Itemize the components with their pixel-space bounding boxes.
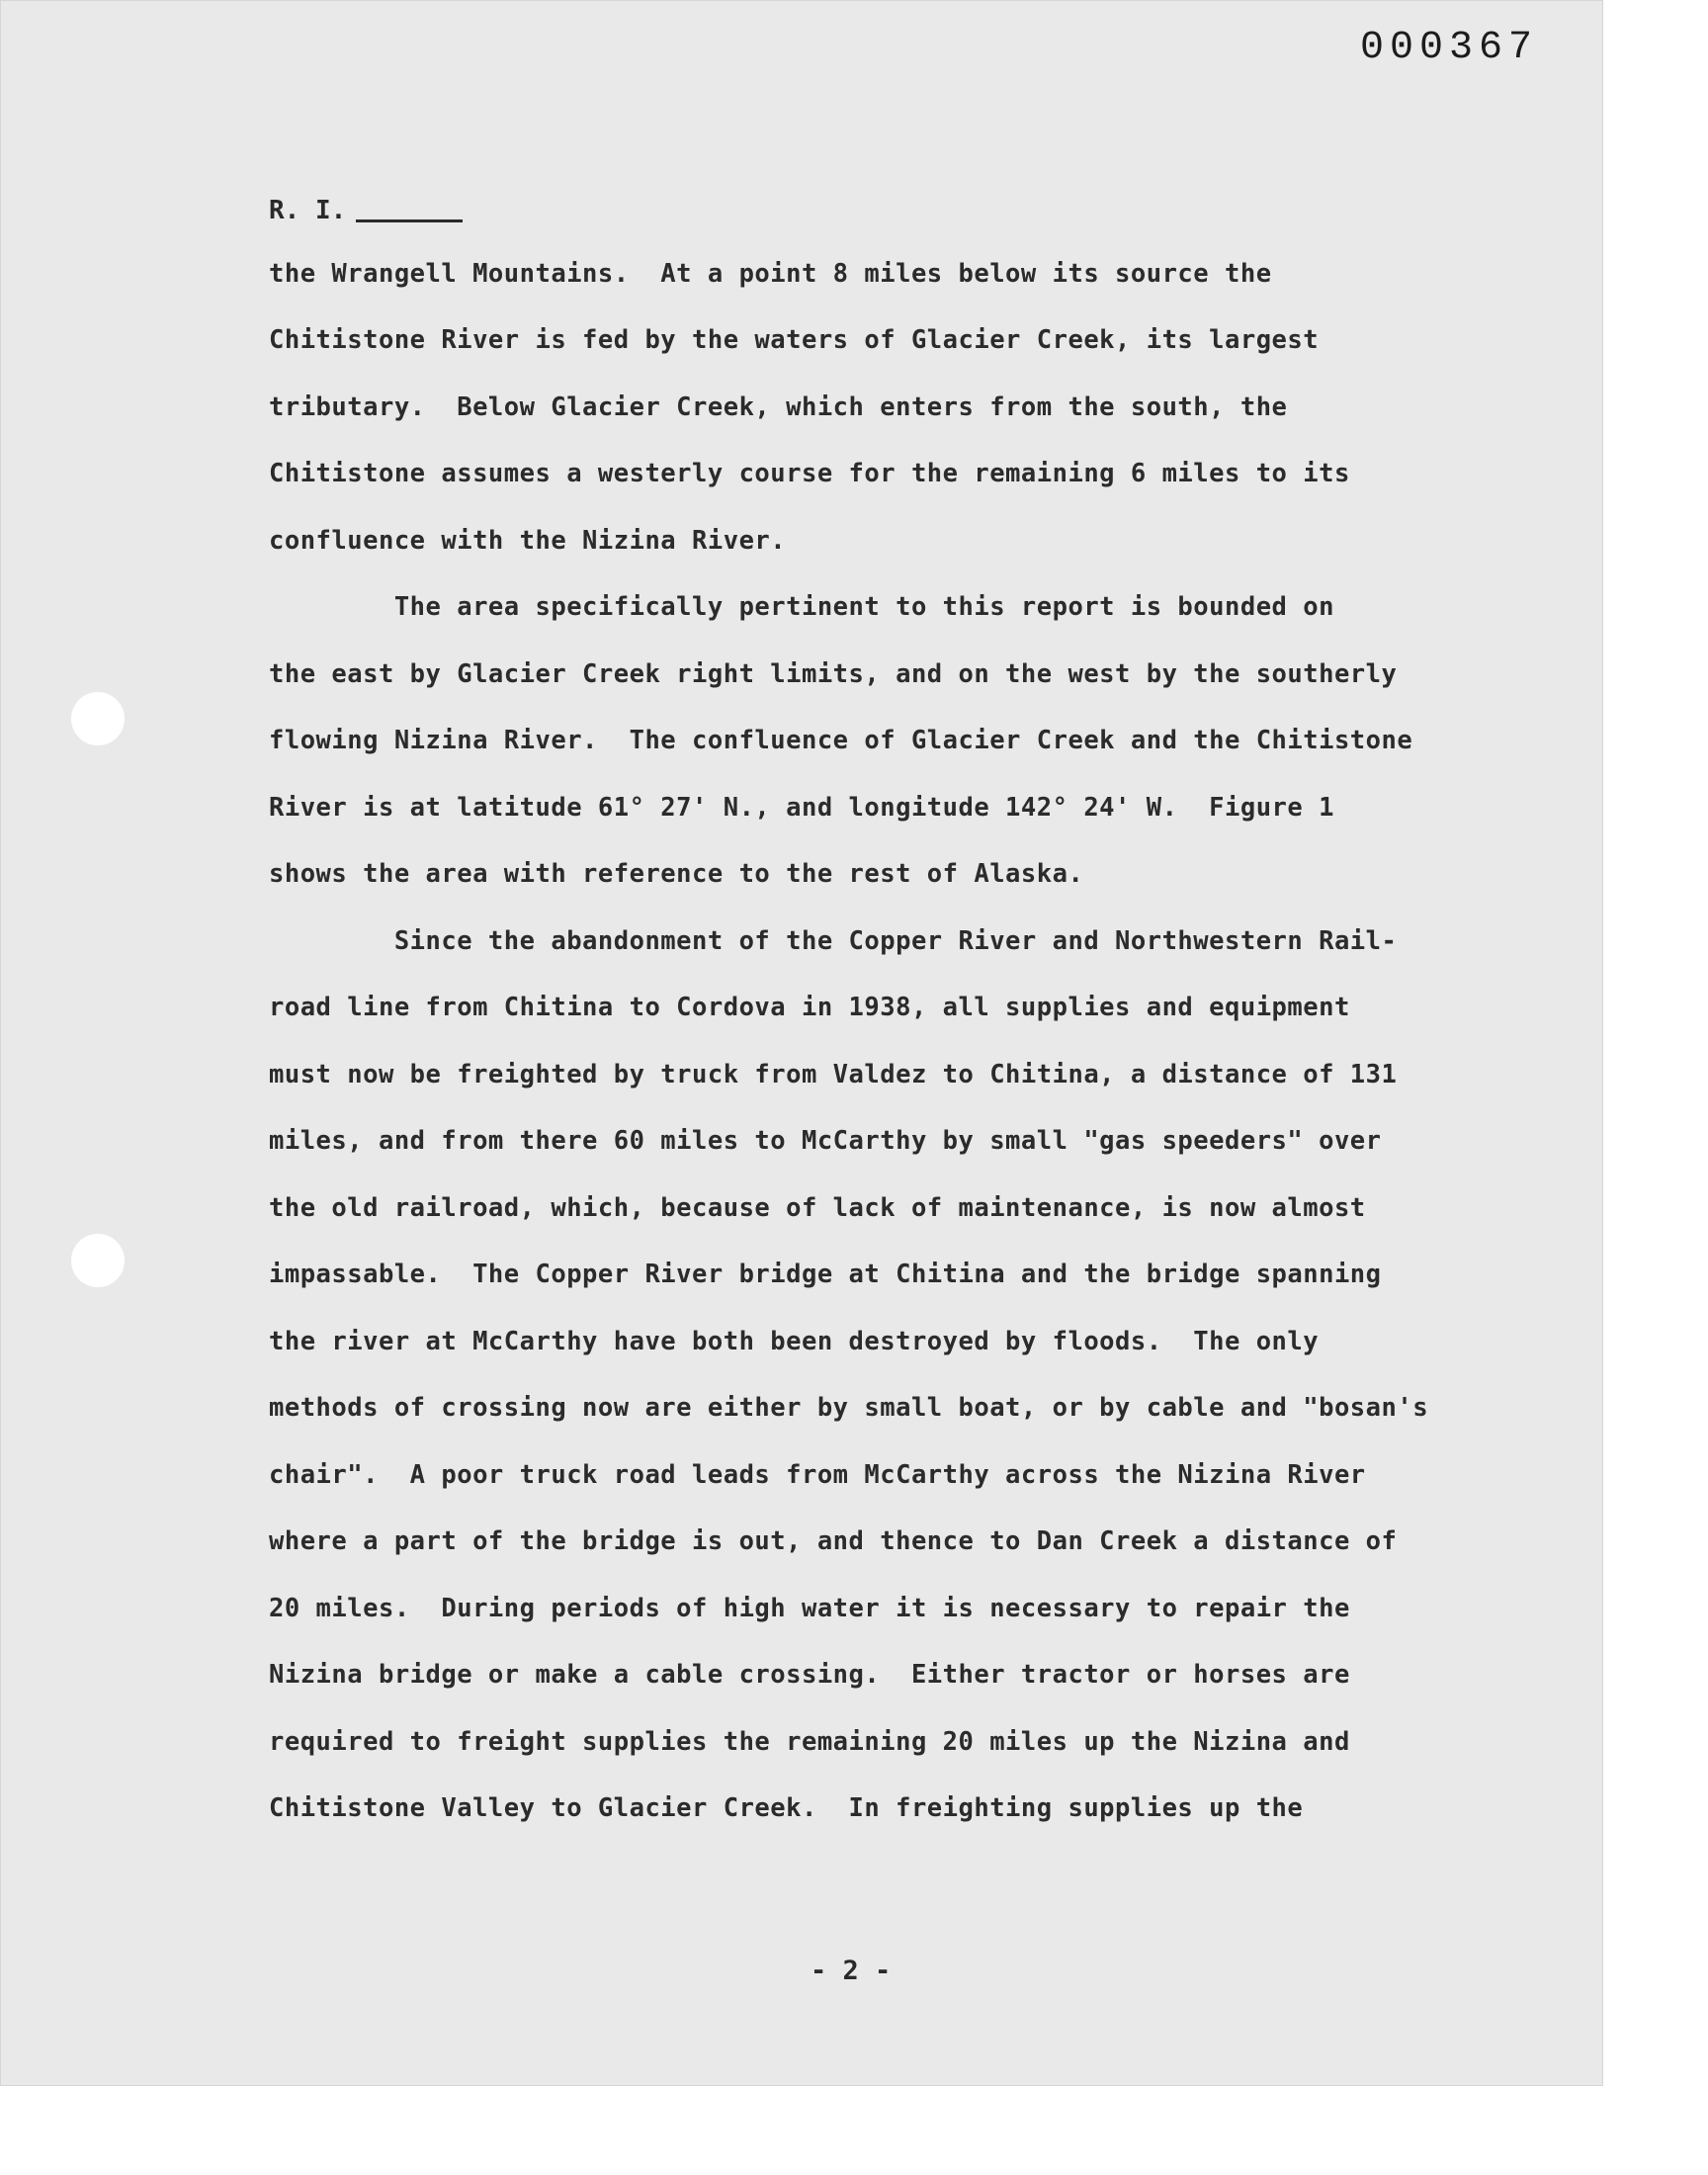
text-line: the river at McCarthy have both been destroyed by floods. The only [269, 1327, 1320, 1356]
binder-hole [71, 1234, 125, 1287]
text-line: road line from Chitina to Cordova in 1938, all supplies and equipment [269, 993, 1350, 1022]
text-line: required to freight supplies the remaining 20 miles up the Nizina and [269, 1727, 1350, 1757]
text-line: miles, and from there 60 miles to McCarthy by small "gas speeders" over [269, 1126, 1382, 1156]
scan-margin [1603, 0, 1708, 2175]
text-line: confluence with the Nizina River. [269, 526, 787, 556]
text-line: flowing Nizina River. The confluence of Glacier Creek and the Chitistone [269, 726, 1413, 755]
ri-header [269, 196, 463, 225]
text-line: the east by Glacier Creek right limits, and on the west by the southerly [269, 659, 1398, 689]
text-line: Chitistone Valley to Glacier Creek. In freighting supplies up the [269, 1793, 1304, 1823]
text-line: Nizina bridge or make a cable crossing. Either tractor or horses are [269, 1660, 1350, 1690]
page-number: - 2 - [811, 1956, 892, 1986]
text-line: The area specifically pertinent to this report is bounded on [269, 592, 1334, 622]
text-line: the Wrangell Mountains. At a point 8 miles below its source the [269, 259, 1272, 289]
text-line: methods of crossing now are either by small boat, or by cable and "bosan's [269, 1393, 1429, 1423]
ri-label: R. I. [269, 196, 347, 225]
text-line: tributary. Below Glacier Creek, which enters from the south, the [269, 392, 1288, 422]
text-line: shows the area with reference to the rest of Alaska. [269, 859, 1084, 889]
text-line: Since the abandonment of the Copper River and Northwestern Rail- [269, 926, 1398, 956]
text-line: 20 miles. During periods of high water it is necessary to repair the [269, 1594, 1350, 1623]
ri-blank-line [356, 219, 463, 222]
text-line: chair". A poor truck road leads from McCarthy across the Nizina River [269, 1460, 1366, 1490]
text-line: must now be freighted by truck from Valdez to Chitina, a distance of 131 [269, 1060, 1398, 1089]
text-line: River is at latitude 61° 27' N., and longitude 142° 24' W. Figure 1 [269, 793, 1334, 823]
text-line: Chitistone assumes a westerly course for the remaining 6 miles to its [269, 459, 1350, 488]
binder-hole [71, 692, 125, 745]
text-line: where a part of the bridge is out, and thence to Dan Creek a distance of [269, 1526, 1398, 1556]
document-stamp-number: 000367 [1360, 26, 1539, 70]
text-line: the old railroad, which, because of lack of maintenance, is now almost [269, 1193, 1366, 1223]
text-line: impassable. The Copper River bridge at Chitina and the bridge spanning [269, 1260, 1382, 1289]
text-line: Chitistone River is fed by the waters of Glacier Creek, its largest [269, 325, 1320, 355]
